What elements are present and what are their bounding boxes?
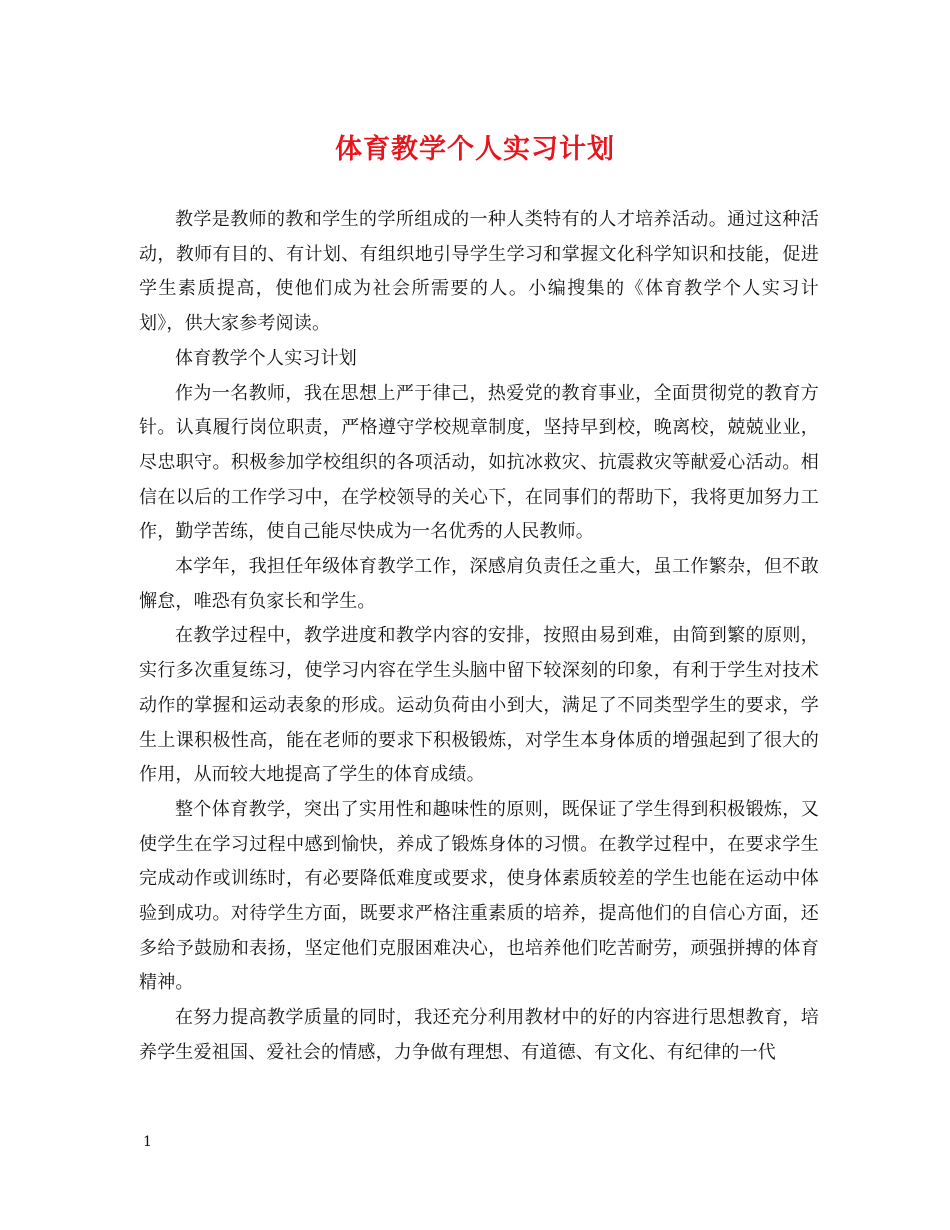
paragraph-teacher-conduct: 作为一名教师，我在思想上严于律己，热爱党的教育事业，全面贯彻党的教育方针。认真履行岗位职责，严格遵守学校规章制度，坚持早到校，晚离校，兢兢业业，尽忠职守。积极参加学校组织的各项活动，如抗冰救灾、抗震救灾等献爱心活动。相信在以后的工作学习中，在学校领导的关心下，在同事们的帮助下，我将更加努力工作，勤学苦练，使自己能尽快成为一名优秀的人民教师。 xyxy=(139,382,819,543)
paragraph-pe-teaching: 整个体育教学，突出了实用性和趣味性的原则，既保证了学生得到积极锻炼，又使学生在学习过程中感到愉快，养成了锻炼身体的习惯。在教学过程中，在要求学生完成动作或训练时，有必要降低难度或要求，使身体素质较差的学生也能在运动中体验到成功。对待学生方面，既要求严格注重素质的培养，提高他们的自信心方面，还多给予鼓励和表扬，坚定他们克服困难决心，也培养他们吃苦耐劳，顽强拼搏的体育精神。 xyxy=(139,798,819,994)
paragraph-intro: 教学是教师的教和学生的学所组成的一种人类特有的人才培养活动。通过这种活动，教师有目的、有计划、有组织地引导学生学习和掌握文化科学知识和技能，促进学生素质提高，使他们成为社会所需要的人。小编搜集的《体育教学个人实习计划》，供大家参考阅读。 xyxy=(139,209,819,335)
document-title: 体育教学个人实习计划 xyxy=(335,134,615,165)
document-body xyxy=(139,203,819,1071)
paragraph-teaching-process: 在教学过程中，教学进度和教学内容的安排，按照由易到难，由简到繁的原则，实行多次重复练习，使学习内容在学生头脑中留下较深刻的印象，有利于学生对技术动作的掌握和运动表象的形成。运动负荷由小到大，满足了不同类型学生的要求，学生上课积极性高，能在老师的要求下积极锻炼，对学生本身体质的增强起到了很大的作用，从而较大地提高了学生的体育成绩。 xyxy=(139,625,819,786)
paragraph-subtitle: 体育教学个人实习计划 xyxy=(175,347,357,369)
paragraph-quality: 在努力提高教学质量的同时，我还充分利用教材中的好的内容进行思想教育，培养学生爱祖国、爱社会的情感，力争做有理想、有道德、有文化、有纪律的一代 xyxy=(139,1007,819,1063)
page-number: 1 xyxy=(143,1134,152,1150)
paragraph-school-year: 本学年，我担任年级体育教学工作，深感肩负责任之重大，虽工作繁杂，但不敢懈怠，唯恐有负家长和学生。 xyxy=(139,556,819,612)
